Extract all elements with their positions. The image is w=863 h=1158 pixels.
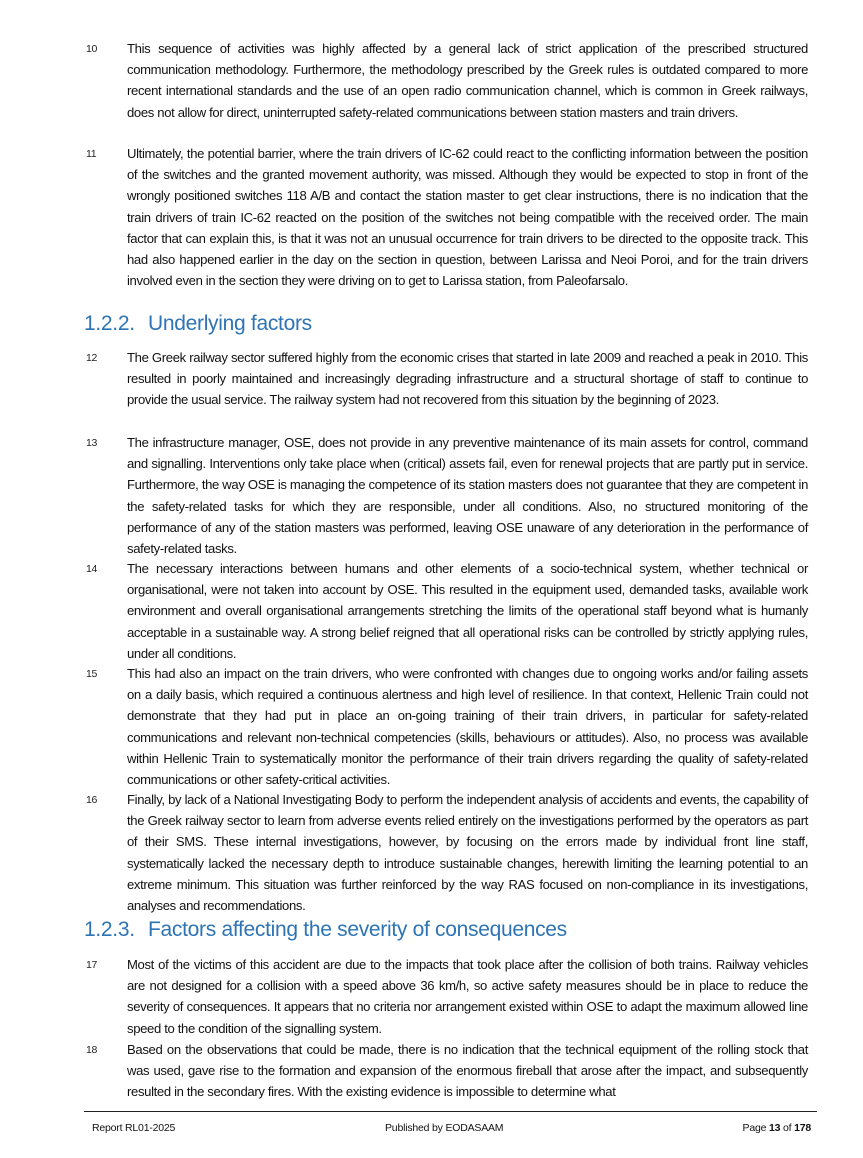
paragraph-text: Based on the observations that could be made, there is no indication that the technical equipment of the rolling stock that was used, gave rise to the formation and expansion of the enormous fireball that arose after the impact, and subsequently resulted in the secondary fires. With the existing evidence is impossible to determine what [127, 1042, 808, 1100]
paragraph-18 [86, 1039, 808, 1103]
page-current: 13 [769, 1122, 781, 1134]
paragraph-14 [86, 558, 808, 664]
paragraph-number: 17 [86, 959, 97, 971]
page-total: 178 [794, 1122, 811, 1134]
paragraph-text: The necessary interactions between humans and other elements of a socio-technical system, whether technical or organisational, were not taken into account by OSE. This resulted in the equipment used, demanded tasks, available work environment and overall organisational arrangements stretching the limits of the operational staff beyond what is humanly acceptable in a sustainable way. A strong belief reigned that all operational risks can be controlled by strictly applying rules, under all conditions. [127, 561, 808, 661]
footer-report-id: Report RL01-2025 [92, 1122, 176, 1134]
paragraph-text: Finally, by lack of a National Investigating Body to perform the independent analysis of accidents and events, the capability of the Greek railway sector to learn from adverse events relied entirely on the investigations performed by the operators as part of their SMS. These internal investigations, however, by focusing on the errors made by individual front line staff, systematically lacked the necessary depth to introduce sustainable changes, herewith limiting the learning potential to an extreme minimum. This situation was further reinforced by the way RAS focused on non-compliance in its investigations, analyses and recommendations. [127, 792, 808, 914]
paragraph-16 [86, 789, 808, 916]
paragraph-text: The infrastructure manager, OSE, does not provide in any preventive maintenance of its main assets for control, command and signalling. Interventions only take place when (critical) assets fail, even for renewal projects that are partly put in service. Furthermore, the way OSE is managing the competence of its station masters does not guarantee that they are competent in the safety-related tasks for which they are responsible, under all conditions. Also, no structured monitoring of the performance of any of the station masters was performed, leaving OSE unaware of any deterioration in the performance of safety-related tasks. [127, 435, 808, 557]
paragraph-number: 15 [86, 668, 97, 680]
paragraph-13 [86, 432, 808, 559]
paragraph-number: 14 [86, 563, 97, 575]
section-number: 1.2.3. [84, 918, 135, 941]
paragraph-12 [86, 347, 808, 411]
paragraph-text: The Greek railway sector suffered highly from the economic crises that started in late 2009 and reached a peak in 2010. This resulted in poorly maintained and increasingly degrading infrastructure and a structural shortage of staff to continue to provide the usual service. The railway system had not recovered from this situation by the beginning of 2023. [127, 350, 808, 408]
paragraph-10 [86, 38, 808, 123]
paragraph-number: 13 [86, 437, 97, 449]
paragraph-number: 11 [86, 148, 97, 160]
footer-page-number [743, 1122, 811, 1134]
section-title: Underlying factors [148, 312, 312, 335]
page-prefix: Page [742, 1122, 767, 1134]
page-of: of [783, 1122, 792, 1134]
paragraph-text: Most of the victims of this accident are due to the impacts that took place after the collision of both trains. Railway vehicles are not designed for a collision with a speed above 36 km/h, so active safety measures should be in place to reduce the severity of consequences. It appears that no criteria nor arrangement existed within OSE to adapt the maximum allowed line speed to the condition of the signalling system. [127, 957, 808, 1036]
section-heading-1-2-2 [84, 312, 312, 336]
footer-publisher: Published by EODASAAM [385, 1122, 504, 1134]
paragraph-number: 16 [86, 794, 97, 806]
section-heading-1-2-3 [84, 918, 567, 942]
paragraph-number: 18 [86, 1044, 97, 1056]
paragraph-17 [86, 954, 808, 1039]
paragraph-number: 10 [86, 43, 97, 55]
section-title: Factors affecting the severity of consequences [148, 918, 567, 941]
section-number: 1.2.2. [84, 312, 135, 335]
footer-divider [84, 1111, 817, 1112]
paragraph-text: This had also an impact on the train drivers, who were confronted with changes due to ongoing works and/or failing assets on a daily basis, which required a continuous alertness and high level of resilience. In that context, Hellenic Train could not demonstrate that they had put in place an on-going training of their train drivers, in particular for safety-related communications and relevant non-technical competencies (skills, behaviours or attitudes). Also, no process was available within Hellenic Train to systematically monitor the performance of their train drivers regarding the quality of safety-related communications or other safety-critical activities. [127, 666, 808, 788]
paragraph-number: 12 [86, 352, 97, 364]
paragraph-text: Ultimately, the potential barrier, where the train drivers of IC-62 could react to the conflicting information between the position of the switches and the granted movement authority, was missed. Although they would be expected to stop in front of the wrongly positioned switches 118 A/B and contact the station master to get clear instructions, there is no indication that the train drivers of train IC-62 reacted on the position of the switches not being compatible with the received order. The main factor that can explain this, is that it was not an unusual occurrence for train drivers to be directed to the opposite track. This had also happened earlier in the day on the section in question, between Larissa and Neoi Poroi, and for the train drivers involved even in the section they were driving on to get to Larissa station, from Paleofarsalo. [127, 146, 808, 289]
paragraph-15 [86, 663, 808, 790]
paragraph-text: This sequence of activities was highly affected by a general lack of strict application of the prescribed structured communication methodology. Furthermore, the methodology prescribed by the Greek rules is outdated compared to more recent international standards and the use of an open radio communication channel, which is common in Greek railways, does not allow for direct, uninterrupted safety-related communications between station masters and train drivers. [127, 41, 808, 120]
paragraph-11 [86, 143, 808, 291]
